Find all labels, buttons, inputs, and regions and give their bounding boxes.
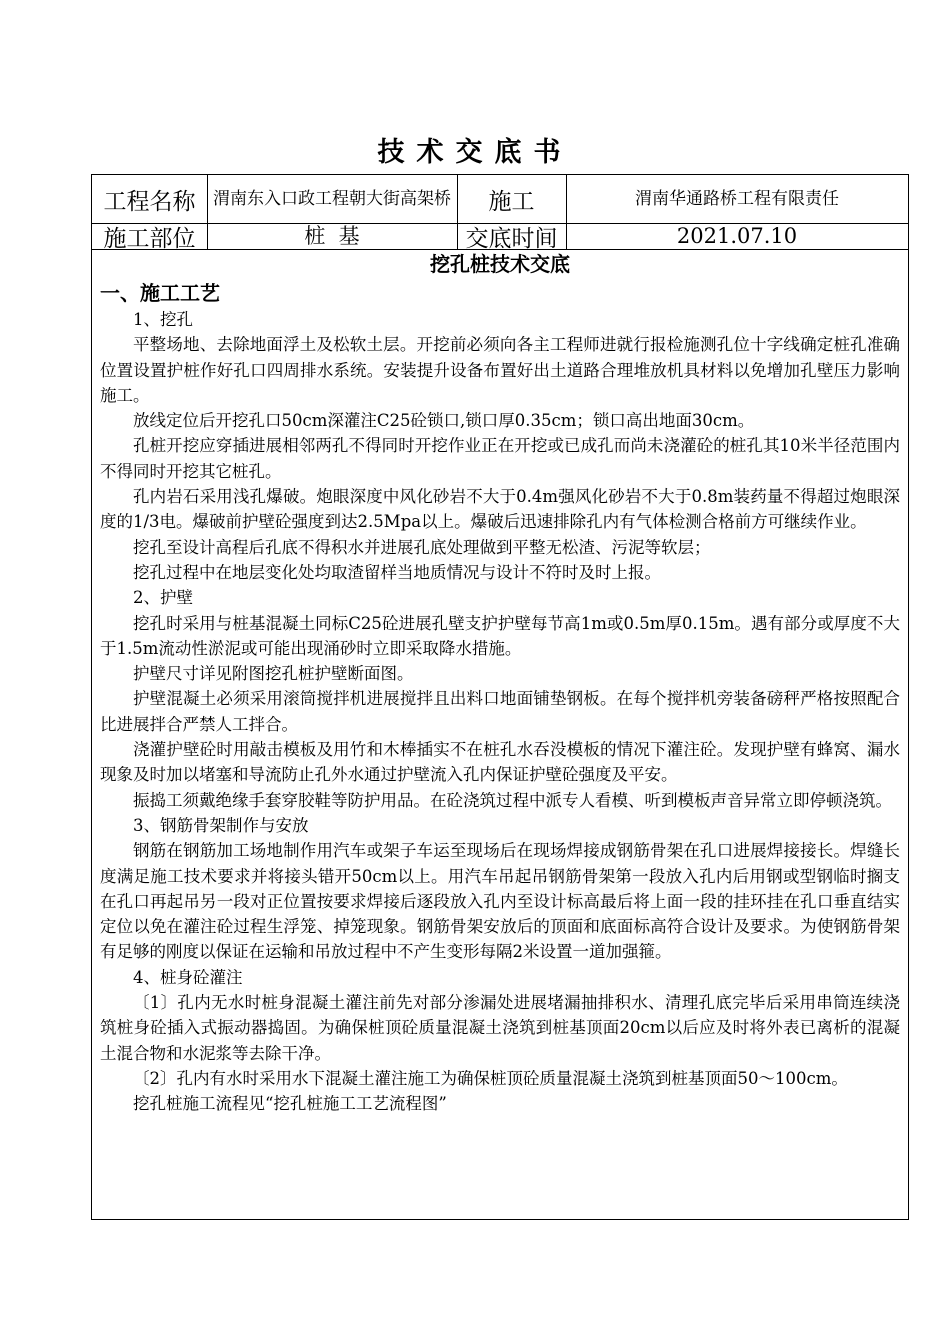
- paragraph: 孔桩开挖应穿插进展相邻两孔不得同时开挖作业正在开挖或已成孔而尚未浇灌砼的桩孔其10米半径范围内不得同时开挖其它桩孔。: [100, 436, 900, 481]
- paragraph: 2、护壁: [133, 588, 193, 608]
- project-name-label: 工程名称: [103, 188, 196, 215]
- section-heading: 一、施工工艺: [100, 281, 220, 305]
- paragraph: 〔1〕孔内无水时桩身混凝土灌注前先对部分渗漏处进展堵漏抽排积水、清理孔底完毕后采用串筒连续浇筑桩身砼插入式振动器捣固。为确保桩顶砼质量混凝土浇筑到桩基顶面20cm以后应及时将外表已离析的混凝土混合物和水泥浆等去除干净。: [100, 993, 900, 1063]
- handover-form: [91, 174, 909, 1220]
- paragraph: 孔内岩石采用浅孔爆破。炮眼深度中风化砂岩不大于0.4m强风化砂岩不大于0.8m装药量不得超过炮眼深度的1/3电。爆破前护壁砼强度到达2.5Mpa以上。爆破后迅速排除孔内有气体检测合格前方可继续作业。: [100, 487, 900, 532]
- paragraph: 挖孔至设计高程后孔底不得积水并进展孔底处理做到平整无松渣、污泥等软层；: [133, 537, 711, 557]
- paragraph: 平整场地、去除地面浮土及松软土层。开挖前必须向各主工程师进就行报检施测孔位十字线确定桩孔准确位置设置护桩作好孔口四周排水系统。安装提升设备布置好出土道路合理堆放机具材料以免增加孔壁压力影响施工。: [100, 335, 900, 405]
- handover-date-value: 2021.07.10: [676, 224, 798, 248]
- paragraph: 振捣工须戴绝缘手套穿胶鞋等防护用品。在砼浇筑过程中派专人看模、听到模板声音异常立即停顿浇筑。: [133, 790, 892, 810]
- paragraph: 挖孔过程中在地层变化处均取渣留样当地质情况与设计不符时及时上报。: [133, 562, 661, 582]
- paragraph: 1、挖孔: [133, 310, 193, 329]
- paragraph: 挖孔时采用与桩基混凝土同标C25砼进展孔壁支护护壁每节高1m或0.5m厚0.15m。遇有部分或厚度不大于1.5m流动性淤泥或可能出现涌砂时立即采取降水措施。: [100, 613, 900, 658]
- handover-content: [100, 249, 900, 1117]
- paragraph: 放线定位后开挖孔口50cm深灌注C25砼锁口,锁口厚0.35cm；锁口高出地面30cm。: [133, 411, 755, 431]
- construction-part-label: 施工部位: [103, 225, 196, 252]
- document-title: 技术交底书: [377, 137, 573, 168]
- content-subtitle: 挖孔桩技术交底: [430, 252, 570, 276]
- project-name-value: 渭南东入口政工程朝大街高架桥: [213, 189, 451, 209]
- paragraph: 钢筋在钢筋加工场地制作用汽车或架子车运至现场后在现场焊接成钢筋骨架在孔口进展焊接接长。焊缝长度满足施工技术要求并将接头错开50cm以上。用汽车吊起吊钢筋骨架第一段放入孔内后用钢或型钢临时搁支在孔口再起吊另一段对正位置按要求焊接后逐段放入孔内至设计标高最后将上面一段的挂环挂在孔口垂直结实定位以免在灌注砼过程生浮笼、掉笼现象。钢筋骨架安放后的顶面和底面标高符合设计及要求。为使钢筋骨架有足够的刚度以保证在运输和吊放过程中不产生变形每隔2米设置一道加强箍。: [100, 841, 900, 962]
- construction-part-value: 桩 基: [304, 224, 360, 248]
- paragraph: 挖孔桩施工流程见“挖孔桩施工工艺流程图”: [133, 1094, 447, 1114]
- paragraph: 浇灌护壁砼时用敲击模板及用竹和木棒插实不在桩孔水吞没模板的情况下灌注砼。发现护壁有蜂窝、漏水现象及时加以堵塞和导流防止孔外水通过护壁流入孔内保证护壁砼强度及平安。: [100, 740, 900, 785]
- contractor-value: 渭南华通路桥工程有限责任: [635, 189, 839, 209]
- paragraph: 护壁尺寸详见附图挖孔桩护壁断面图。: [133, 664, 414, 684]
- paragraph: 3、钢筋骨架制作与安放: [133, 815, 309, 835]
- handover-date-label: 交底时间: [465, 225, 558, 252]
- contractor-label: 施工: [488, 188, 535, 215]
- paragraph: 护壁混凝土必须采用滚筒搅拌机进展搅拌且出料口地面铺垫钢板。在每个搅拌机旁装备磅秤严格按照配合比进展拌合严禁人工拌合。: [100, 689, 900, 734]
- paragraph: 〔2〕孔内有水时采用水下混凝土灌注施工为确保桩顶砼质量混凝土浇筑到桩基顶面50～100cm。: [133, 1068, 848, 1088]
- paragraph: 4、桩身砼灌注: [133, 967, 243, 987]
